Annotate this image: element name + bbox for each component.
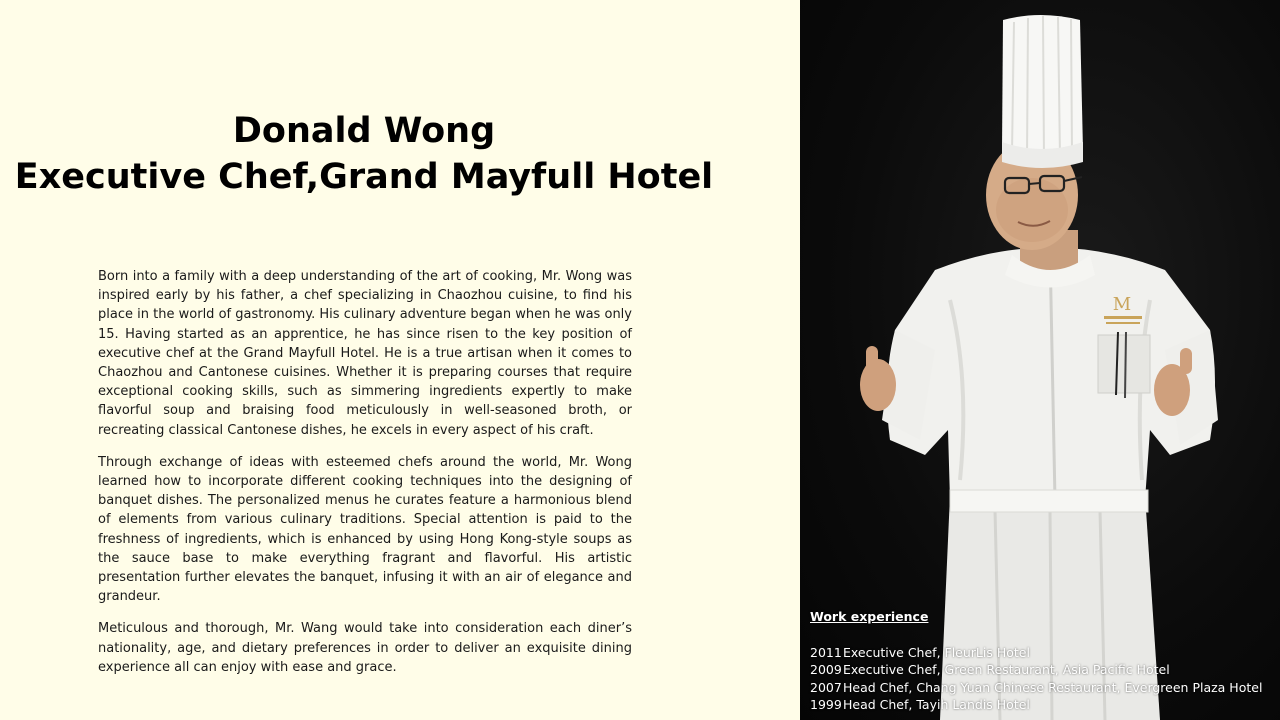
work-experience-item — [810, 679, 1270, 697]
work-experience-heading: Work experience — [810, 609, 929, 624]
work-role: Head Chef, Chang Yuan Chinese Restaurant, Evergreen Plaza Hotel — [843, 679, 1263, 695]
work-experience-item — [810, 696, 1270, 714]
work-experience-item — [810, 644, 1270, 662]
left-thumb-up — [860, 359, 896, 411]
work-year: 2011 — [810, 644, 842, 660]
work-role: Head Chef, Tayih Landis Hotel — [843, 697, 1030, 712]
work-experience-item — [810, 661, 1270, 679]
page-title — [0, 108, 728, 200]
chef-name: Donald Wong — [232, 111, 496, 151]
biography — [98, 267, 632, 690]
bio-paragraph: Meticulous and thorough, Mr. Wang would take into consideration each diner’s nationality, age, and dietary preferences in order to deliver an exquisite dining experience all can enjoy with ease and grace. — [98, 621, 632, 675]
work-year: 2009 — [810, 662, 842, 677]
work-year: 2007 — [810, 679, 842, 695]
bio-paragraph: Through exchange of ideas with esteemed chefs around the world, Mr. Wong learned how to incorporate different cooking techniques into the designing of banquet dishes. The personalized menus he curates feature a harmonious blend of elements from various culinary traditions. Special attention is paid to the freshness of ingredients, which is enhanced by using Hong Kong-style soups as the sauce base to make everything fragrant and flavorful. His artistic presentation further elevates the banquet, infusing it with an air of elegance and grandeur. — [98, 454, 632, 605]
bio-paragraph: Born into a family with a deep understanding of the art of cooking, Mr. Wong was inspired early by his father, a chef specializing in Chaozhou cuisine, to find his place in the world of gastronomy. His culinary adventure began when he was only 15. Having started as an apprentice, he has since risen to the key position of executive chef at the Grand Mayfull Hotel. He is a true artisan when it comes to Chaozhou and Cantonese cuisines. Whether it is preparing courses that require exceptional cooking skills, such as simmering ingredients expertly to make flavorful soup and braising food meticulously in well-seasoned broth, or recreating classical Cantonese dishes, he excels in every aspect of his craft. — [98, 269, 632, 438]
svg-text:M: M — [1112, 294, 1132, 315]
work-year: 1999 — [810, 697, 842, 712]
work-role: Executive Chef, Green Restaurant, Asia Pacific Hotel — [843, 662, 1170, 677]
work-experience — [810, 608, 1270, 714]
chef-position: Executive Chef,Grand Mayfull Hotel — [14, 157, 714, 197]
work-role: Executive Chef, FleurLis Hotel — [843, 644, 1030, 660]
jacket-pocket — [1098, 335, 1150, 393]
